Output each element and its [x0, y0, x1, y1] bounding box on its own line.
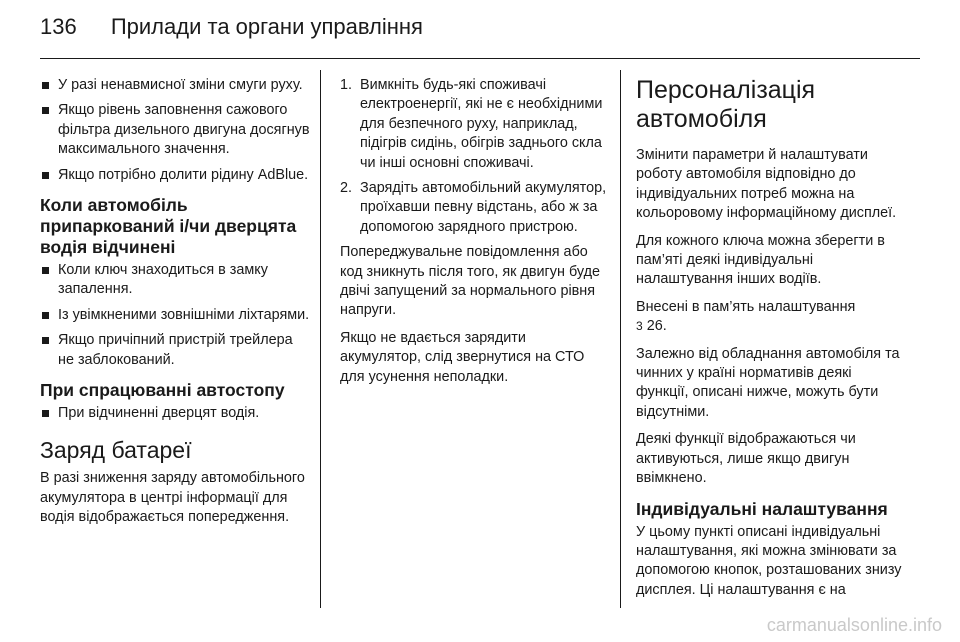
heading-autostop: При спрацюванні автостопу — [40, 380, 285, 401]
page-number: 136 — [40, 14, 77, 39]
list-item: У разі ненавмисної зміни смуги руху. — [40, 76, 310, 95]
paragraph-text: Внесені в пам’ять налаштування — [636, 298, 856, 315]
paragraph: Для кожного ключа можна зберегти в пам’яті деякі індивідуальні налаштування інших водіїв. — [636, 232, 885, 288]
paragraph: Змінити параметри й налаштувати роботу автомобіля відповідно до індивідуальних потреб можна на кольоровому інформаційному дисплеї. — [636, 147, 897, 222]
column-divider — [620, 70, 621, 608]
heading-individual-settings: Індивідуальні налаштування — [636, 498, 888, 519]
paragraph: Якщо не вдається зарядити акумулятор, слід звернутися на СТО для усунення неполадки. — [340, 329, 585, 385]
paragraph: Залежно від обладнання автомобіля та чинних у країні нормативів деякі функції, описані нижче, можуть бути відсутніми. — [636, 345, 900, 420]
column-3 — [636, 76, 908, 608]
section-title-line: автомобіля — [636, 105, 767, 133]
section-title — [636, 76, 908, 134]
bullet-list-warnings — [40, 76, 310, 185]
list-item: При відчиненні дверцят водія. — [40, 404, 310, 423]
heading-battery: Заряд батареї — [40, 437, 192, 464]
steps-list — [340, 76, 608, 237]
list-item: Із увімкненими зовнішніми ліхтарями. — [40, 306, 310, 325]
bullet-list-parked — [40, 261, 310, 370]
page-reference-link[interactable]: 26. — [646, 318, 667, 335]
paragraph: Деякі функції відображаються чи активуються, лише якщо двигун ввімкнено. — [636, 431, 856, 487]
paragraph-with-reference — [636, 298, 908, 337]
battery-paragraph: В разі зниження заряду автомобільного акумулятора в центрі інформації для водія відображається попередження. — [40, 470, 305, 526]
step-number: 1. — [340, 77, 353, 93]
list-item: Коли ключ знаходиться в замку запалення. — [40, 261, 310, 300]
chapter-title: Прилади та органи управління — [110, 14, 423, 39]
column-divider — [320, 70, 321, 608]
bullet-list-autostop — [40, 404, 310, 423]
list-item: Якщо потрібно долити рідину AdBlue. — [40, 166, 310, 185]
page-header — [40, 14, 423, 40]
list-item: Якщо причіпний пристрій трейлера не заблокований. — [40, 331, 310, 370]
column-2 — [340, 76, 608, 395]
page-reference-icon: 3 — [636, 319, 643, 334]
list-item — [340, 76, 608, 173]
step-text: Вимкніть будь-які споживачі електроенергії, які не є необхідними для безпечного руху, наприклад, підігрів сидінь, обігрів заднього скла чи інші основні споживачі. — [360, 77, 603, 171]
watermark: carmanualsonline.info — [766, 615, 942, 635]
header-rule — [40, 58, 920, 59]
column-1 — [40, 76, 310, 536]
heading-parked: Коли автомобіль припаркований і/чи дверцята водія відчинені — [40, 195, 297, 258]
list-item — [340, 179, 608, 237]
step-text: Зарядіть автомобільний акумулятор, проїхавши певну відстань, або ж за допомогою зарядного пристрою. — [360, 180, 607, 235]
paragraph: У цьому пункті описані індивідуальні налаштування, які можна змінювати за допомогою кнопок, розташованих знизу дисплея. Ці налаштування є на — [636, 523, 902, 598]
list-item: Якщо рівень заповнення сажового фільтра дизельного двигуна досягнув максимального значення. — [40, 101, 310, 159]
paragraph: Попереджувальне повідомлення або код зникнуть після того, як двигун буде двічі запущений за нормального рівня напруги. — [340, 244, 600, 319]
section-title-line: Персоналізація — [636, 76, 816, 104]
step-number: 2. — [340, 180, 353, 197]
